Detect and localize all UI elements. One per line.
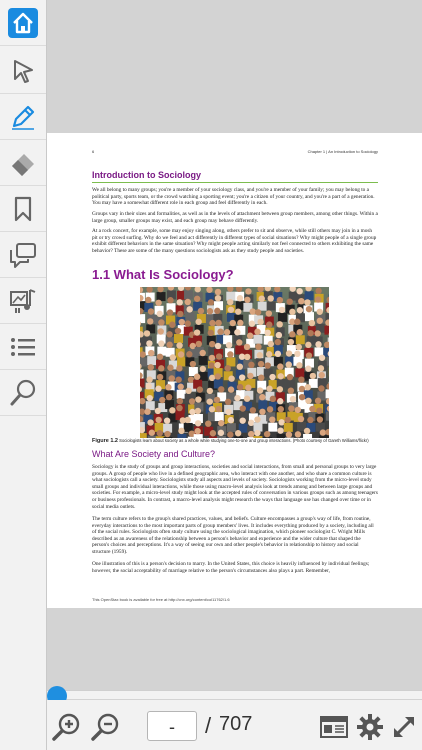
pen-tool-button[interactable] bbox=[0, 94, 46, 140]
media-tool-button[interactable] bbox=[0, 278, 46, 324]
gear-icon bbox=[355, 712, 385, 742]
document-viewer[interactable] bbox=[47, 0, 422, 690]
figure-caption-text: Sociologists learn about society as a whole while studying one-to-one and group interactions. (Photo courtesy of Gareth Williams/flickr) bbox=[119, 438, 369, 443]
eraser-icon bbox=[8, 148, 38, 178]
page-progress-track[interactable] bbox=[47, 690, 422, 699]
intro-paragraph-3: At a rock concert, for example, some may enjoy singing along, others prefer to sit and observe, while still others may join in a mosh pit or try crowd surfing. Why do we feel and act differently in different types of social situations? Why might people of a single group exhibit different behaviors in the same situation? Why might people acting similarly not feel connected to others exhibiting the same behavior? These are some of the many questions sociologists ask as they study people and societies. bbox=[92, 228, 377, 254]
body-paragraph-2: The term culture refers to the group's shared practices, values, and beliefs. Culture encompasses a group's way of life, from routine, everyday interactions to the most important parts of group members' lives. It includes everything produced by a society, including all of the social rules. Sociologists often study culture using the sociological imagination, which pioneer sociologist C. Wright Mills described as an awareness of the relationship between a person's behavior and experience and the wider culture that shaped the person's choices and perceptions. It's a way of seeing our own and other people's behavior in relationship to history and social structure (1959). bbox=[92, 516, 374, 555]
section-heading: 1.1 What Is Sociology? bbox=[92, 267, 234, 282]
reading-mode-button[interactable] bbox=[319, 712, 349, 742]
expand-icon bbox=[389, 712, 419, 742]
search-tool-button[interactable] bbox=[0, 370, 46, 416]
sub-heading: What Are Society and Culture? bbox=[92, 449, 216, 459]
zoom-in-icon bbox=[51, 712, 81, 742]
pointer-icon bbox=[8, 56, 38, 86]
search-icon bbox=[8, 378, 38, 408]
document-page bbox=[47, 133, 422, 608]
home-button[interactable] bbox=[0, 0, 46, 46]
list-icon bbox=[8, 332, 38, 362]
intro-paragraph-1: We all belong to many groups; you're a member of your sociology class, and you're a member of your family; you may belong to a political party, sports team, or the crowd watching a sporting event; you're a citizen of your country, and you're a part of a generation. You may have a somewhat different role in each group and feel differently in each. bbox=[92, 187, 375, 207]
page-separator: / bbox=[205, 713, 212, 738]
page-number-input[interactable]: - bbox=[147, 711, 197, 741]
heading-rule bbox=[92, 182, 378, 183]
bookmark-tool-button[interactable] bbox=[0, 186, 46, 232]
zoom-out-button[interactable] bbox=[90, 712, 120, 742]
page-header bbox=[92, 149, 378, 154]
page-footer: This OpenStax book is available for free at http://cnx.org/content/col11762/1.6 bbox=[92, 597, 230, 602]
body-paragraph-1: Sociology is the study of groups and group interactions, societies and social interactions, from small and personal groups to very large groups. A group of people who live in a defined geographic area, who interact with one another, and who share a common culture is what sociologists call a society. Sociologists study all aspects and levels of society. Sociologists working from the micro-level study small groups and individual interactions, while those using macro-level analysis look at trends among and between large groups and societies. For example, a micro-level study might look at the accepted rules of conversation in various groups such as among teenagers or business professionals. In contrast, a macro-level analysis might research the ways that language use has changed over time or in social media outlets. bbox=[92, 464, 378, 510]
total-pages: 707 bbox=[219, 713, 253, 735]
figure-label: Figure 1.2 bbox=[92, 438, 118, 444]
chapter-title: Chapter 1 | An Introduction to Sociology bbox=[307, 149, 378, 154]
bottom-toolbar bbox=[47, 700, 422, 750]
select-tool-button[interactable] bbox=[0, 48, 46, 94]
outline-tool-button[interactable] bbox=[0, 324, 46, 370]
tool-sidebar bbox=[0, 0, 47, 750]
media-icon bbox=[8, 286, 38, 316]
pencil-icon bbox=[8, 102, 38, 132]
settings-button[interactable] bbox=[355, 712, 385, 742]
figure-caption bbox=[92, 438, 392, 444]
bookmark-icon bbox=[8, 194, 38, 224]
comments-icon bbox=[8, 240, 38, 270]
page-number: 6 bbox=[92, 149, 95, 154]
home-icon bbox=[8, 8, 38, 38]
intro-heading: Introduction to Sociology bbox=[92, 170, 201, 180]
comments-tool-button[interactable] bbox=[0, 232, 46, 278]
intro-paragraph-2: Groups vary in their sizes and formalities, as well as in the levels of attachment between group members, among other things. Within a large group, smaller groups may exist, and each group may behave differently. bbox=[92, 211, 378, 224]
crowd-photo bbox=[140, 287, 329, 438]
zoom-in-button[interactable] bbox=[51, 712, 81, 742]
reading-mode-icon bbox=[319, 712, 349, 742]
zoom-out-icon bbox=[90, 712, 120, 742]
fullscreen-button[interactable] bbox=[389, 712, 419, 742]
eraser-tool-button[interactable] bbox=[0, 140, 46, 186]
body-paragraph-3: One illustration of this is a person's decision to marry. In the United States, this choice is heavily influenced by individual feelings; however, the social acceptability of marriage relative to the person's circumstances also plays a part. Remember, bbox=[92, 561, 370, 574]
